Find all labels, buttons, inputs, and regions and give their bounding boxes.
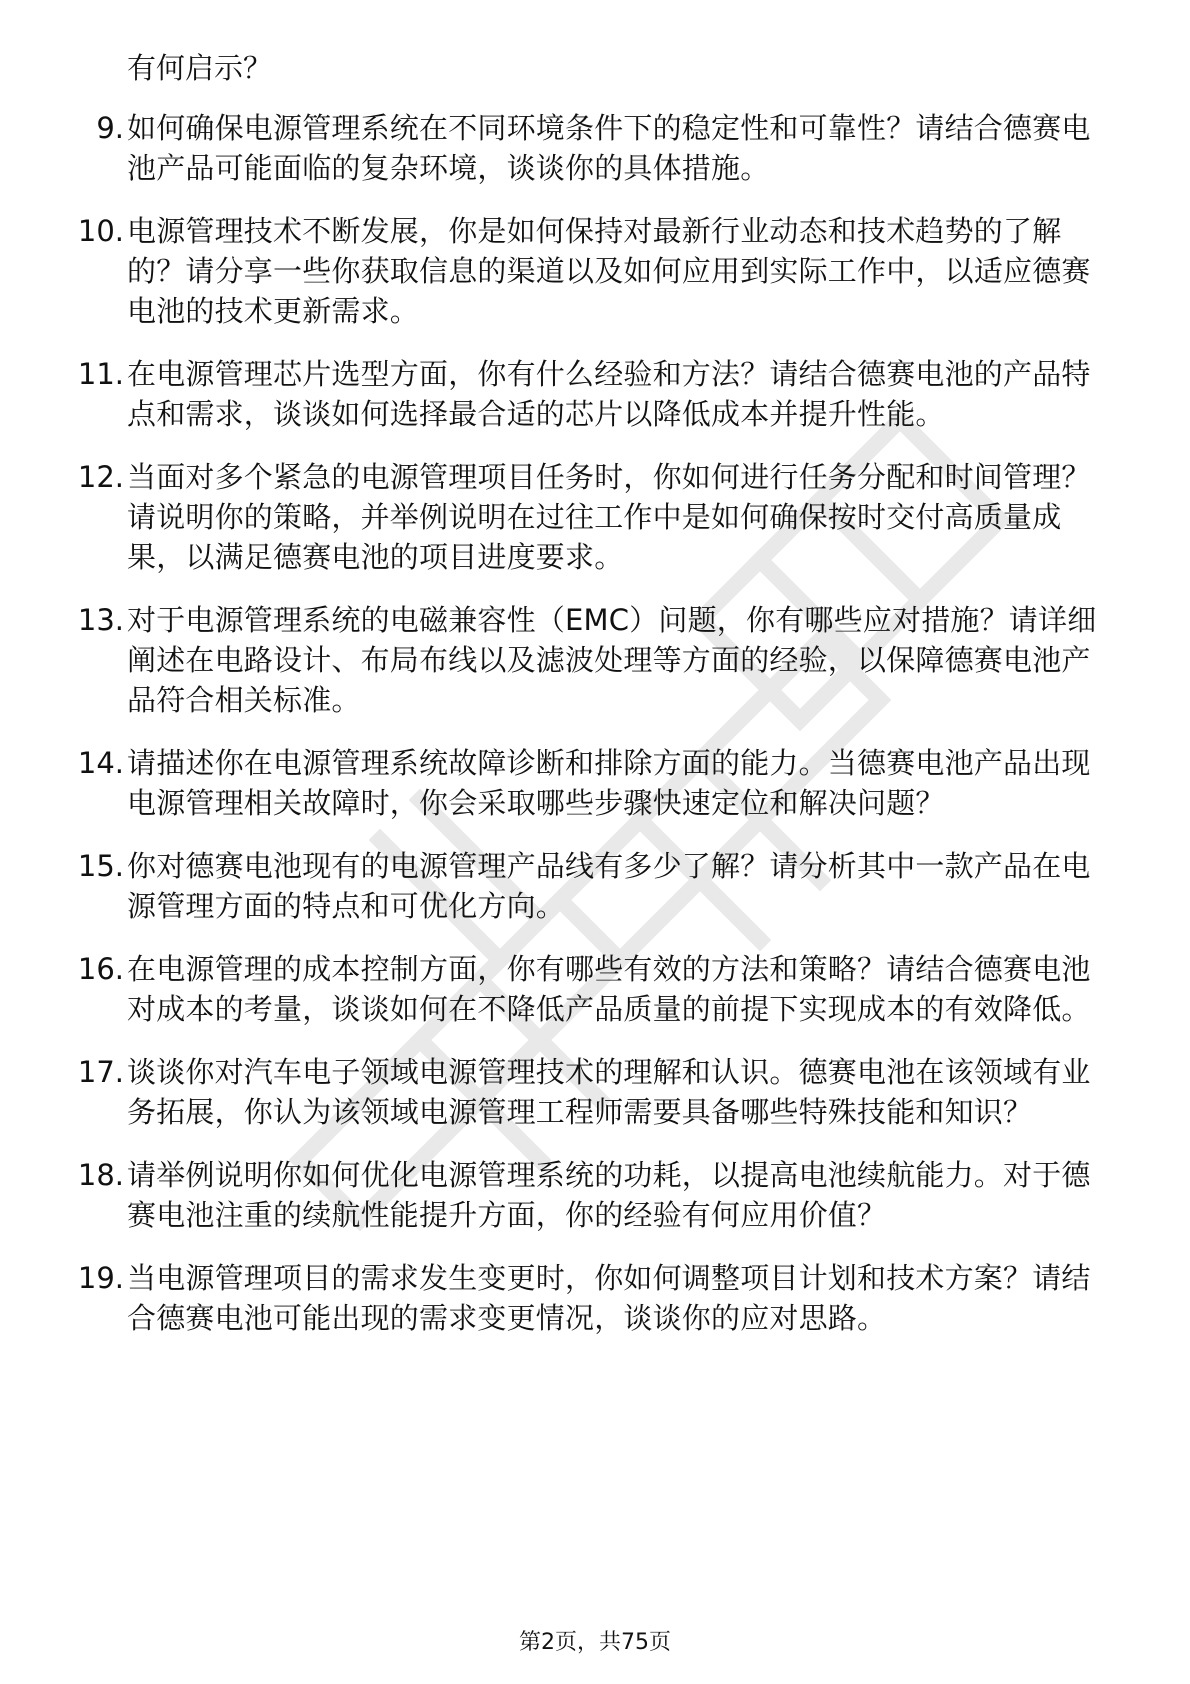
question-text: 你对德赛电池现有的电源管理产品线有多少了解？请分析其中一款产品在电源管理方面的特点和可优化方向。	[127, 849, 1091, 923]
question-item	[0, 354, 1190, 434]
question-item	[0, 600, 1190, 720]
question-text: 如何确保电源管理系统在不同环境条件下的稳定性和可靠性？请结合德赛电池产品可能面临的复杂环境，谈谈你的具体措施。	[127, 111, 1091, 185]
question-text: 对于电源管理系统的电磁兼容性（EMC）问题，你有哪些应对措施？请详细阐述在电路设计、布局布线以及滤波处理等方面的经验，以保障德赛电池产品符合相关标准。	[127, 603, 1097, 717]
question-text: 请举例说明你如何优化电源管理系统的功耗，以提高电池续航能力。对于德赛电池注重的续航性能提升方面，你的经验有何应用价值？	[127, 1158, 1091, 1232]
question-number: 19.	[77, 1261, 124, 1295]
question-number: 17.	[77, 1055, 124, 1089]
question-item	[0, 949, 1190, 1029]
question-text: 电源管理技术不断发展，你是如何保持对最新行业动态和技术趋势的了解的？请分享一些你获取信息的渠道以及如何应用到实际工作中，以适应德赛电池的技术更新需求。	[127, 214, 1091, 328]
question-number: 15.	[77, 849, 124, 883]
question-number: 11.	[77, 357, 124, 391]
question-item	[0, 211, 1190, 331]
question-number: 18.	[77, 1158, 124, 1192]
page-footer: 第2页，共75页	[519, 1630, 671, 1655]
question-number: 16.	[77, 952, 124, 986]
question-text: 当面对多个紧急的电源管理项目任务时，你如何进行任务分配和时间管理？请说明你的策略，并举例说明在过往工作中是如何确保按时交付高质量成果，以满足德赛电池的项目进度要求。	[127, 460, 1091, 574]
question-number: 12.	[77, 460, 124, 494]
question-item	[0, 846, 1190, 926]
question-item	[0, 108, 1190, 188]
question-number: 9.	[96, 111, 124, 145]
question-number: 10.	[77, 214, 124, 248]
question-number: 13.	[77, 603, 124, 637]
question-text: 请描述你在电源管理系统故障诊断和排除方面的能力。当德赛电池产品出现电源管理相关故障时，你会采取哪些步骤快速定位和解决问题？	[127, 746, 1091, 820]
question-number: 14.	[77, 746, 124, 780]
question-text: 在电源管理的成本控制方面，你有哪些有效的方法和策略？请结合德赛电池对成本的考量，谈谈如何在不降低产品质量的前提下实现成本的有效降低。	[127, 952, 1091, 1026]
question-text: 当电源管理项目的需求发生变更时，你如何调整项目计划和技术方案？请结合德赛电池可能出现的需求变更情况，谈谈你的应对思路。	[127, 1261, 1091, 1335]
question-text: 谈谈你对汽车电子领域电源管理技术的理解和认识。德赛电池在该领域有业务拓展，你认为该领域电源管理工程师需要具备哪些特殊技能和知识？	[127, 1055, 1091, 1129]
question-item	[0, 1258, 1190, 1338]
question-item	[0, 457, 1190, 577]
continuation-text: 有何启示？	[127, 51, 273, 85]
question-item	[0, 1155, 1190, 1235]
question-list	[0, 108, 1190, 1361]
question-item	[0, 1052, 1190, 1132]
question-text: 在电源管理芯片选型方面，你有什么经验和方法？请结合德赛电池的产品特点和需求，谈谈如何选择最合适的芯片以降低成本并提升性能。	[127, 357, 1091, 431]
question-item	[0, 743, 1190, 823]
